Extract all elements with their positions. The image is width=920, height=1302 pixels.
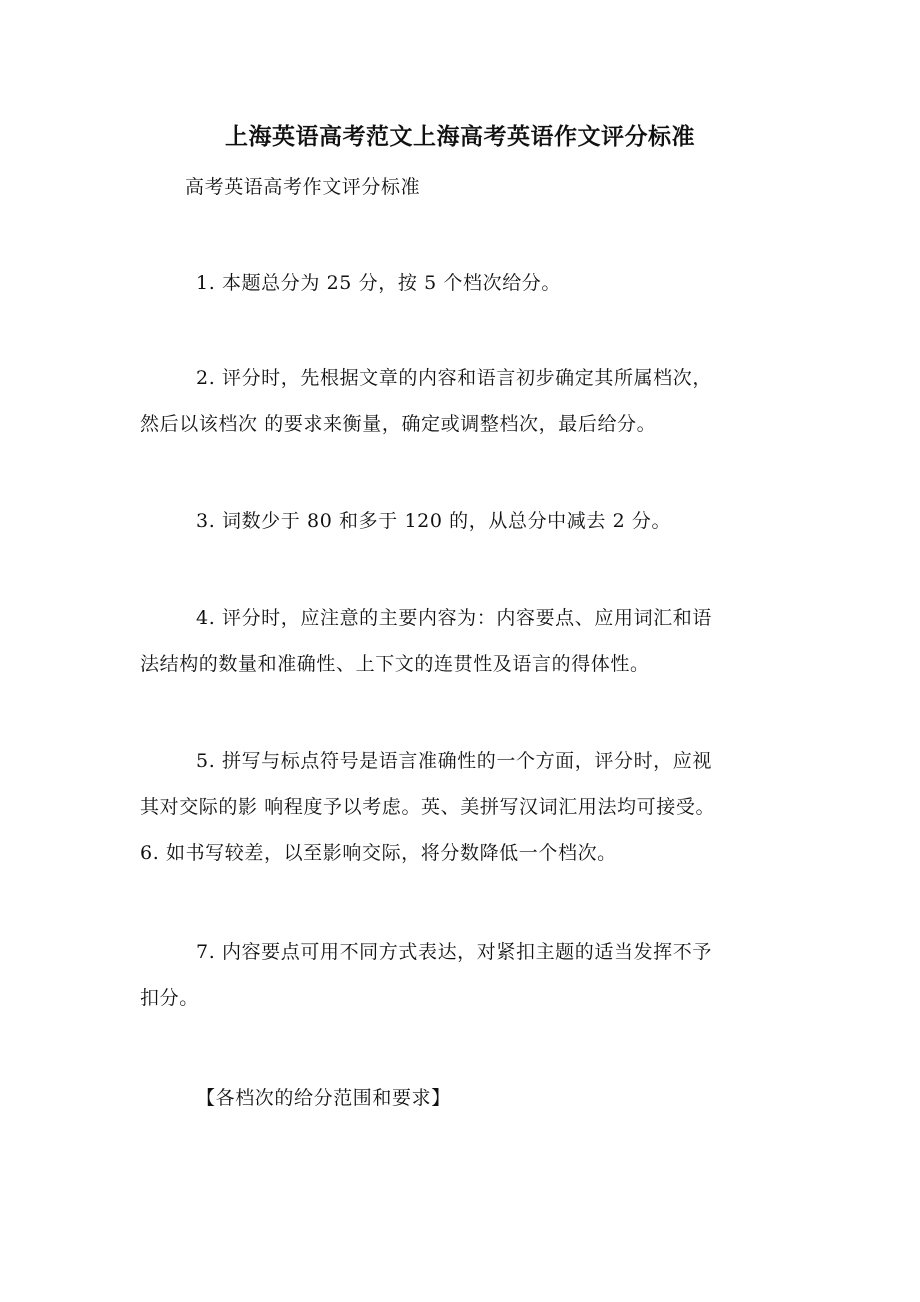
rule-item-3 <box>140 498 780 544</box>
rule-item-2 <box>140 355 780 447</box>
document-title: 上海英语高考范文上海高考英语作文评分标准 <box>225 123 695 150</box>
rule-line: 1. 本题总分为 25 分，按 5 个档次给分。 <box>196 272 561 294</box>
rule-line: 法结构的数量和准确性、上下文的连贯性及语言的得体性。 <box>140 653 650 675</box>
rule-line: 扣分。 <box>140 987 199 1009</box>
rule-line: 4. 评分时，应注意的主要内容为：内容要点、应用词汇和语 <box>196 607 712 629</box>
rule-line: 然后以该档次 的要求来衡量，确定或调整档次，最后给分。 <box>140 413 657 435</box>
rule-line: 3. 词数少于 80 和多于 120 的，从总分中减去 2 分。 <box>196 510 672 532</box>
rule-item-5-6 <box>140 738 780 876</box>
rule-line: 其对交际的影 响程度予以考虑。英、美拼写汉词汇用法均可接受。 <box>140 796 716 818</box>
section-heading <box>140 1075 780 1121</box>
section-heading-text: 【各档次的给分范围和要求】 <box>196 1087 451 1109</box>
rule-item-4 <box>140 595 780 687</box>
rule-item-1 <box>140 260 780 306</box>
subtitle-text: 高考英语高考作文评分标准 <box>185 176 421 198</box>
document-subtitle <box>140 164 780 210</box>
rule-line: 7. 内容要点可用不同方式表达，对紧扣主题的适当发挥不予 <box>196 941 712 963</box>
rule-line: 2. 评分时，先根据文章的内容和语言初步确定其所属档次， <box>196 367 712 389</box>
rule-line: 5. 拼写与标点符号是语言准确性的一个方面，评分时，应视 <box>196 750 712 772</box>
rule-item-7 <box>140 929 780 1021</box>
rule-line: 6. 如书写较差，以至影响交际，将分数降低一个档次。 <box>140 842 617 864</box>
